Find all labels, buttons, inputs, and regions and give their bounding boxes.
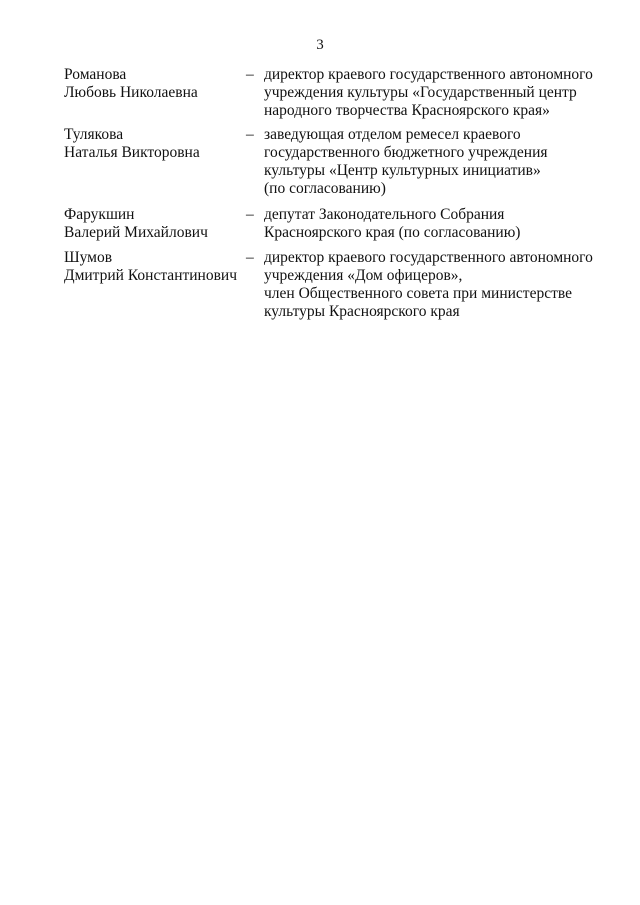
member-description (264, 66, 604, 120)
member-name (64, 66, 244, 102)
description-line: депутат Законодательного Собрания (264, 206, 505, 223)
description-line: культуры «Центр культурных инициатив» (264, 162, 541, 179)
description-line: культуры Красноярского края (264, 303, 460, 320)
member-surname: Шумов (64, 249, 113, 266)
member-name (64, 249, 244, 285)
description-line: директор краевого государственного автономного (264, 66, 593, 83)
member-surname: Фарукшин (64, 206, 135, 223)
description-line: Красноярского края (по согласованию) (264, 224, 521, 241)
description-line: народного творчества Красноярского края» (264, 102, 550, 119)
description-line: директор краевого государственного автономного (264, 249, 593, 266)
member-description (264, 206, 604, 242)
description-line: член Общественного совета при министерстве (264, 285, 572, 302)
member-description (264, 126, 604, 198)
member-surname: Романова (64, 66, 127, 83)
member-name (64, 126, 244, 162)
separator-dash: – (246, 206, 254, 223)
description-line: учреждения культуры «Государственный центр (264, 84, 577, 101)
member-given-names: Дмитрий Константинович (64, 267, 238, 284)
description-line: учреждения «Дом офицеров», (264, 267, 463, 284)
member-given-names: Валерий Михайлович (64, 224, 208, 241)
member-given-names: Любовь Николаевна (64, 84, 198, 101)
description-line: государственного бюджетного учреждения (264, 144, 548, 161)
separator-dash: – (246, 249, 254, 266)
member-surname: Тулякова (64, 126, 124, 143)
member-given-names: Наталья Викторовна (64, 144, 200, 161)
description-line: заведующая отделом ремесел краевого (264, 126, 521, 143)
separator-dash: – (246, 66, 254, 83)
page-number: 3 (316, 37, 324, 53)
description-line: (по согласованию) (264, 180, 386, 197)
member-description (264, 249, 604, 321)
separator-dash: – (246, 126, 254, 143)
member-name (64, 206, 244, 242)
